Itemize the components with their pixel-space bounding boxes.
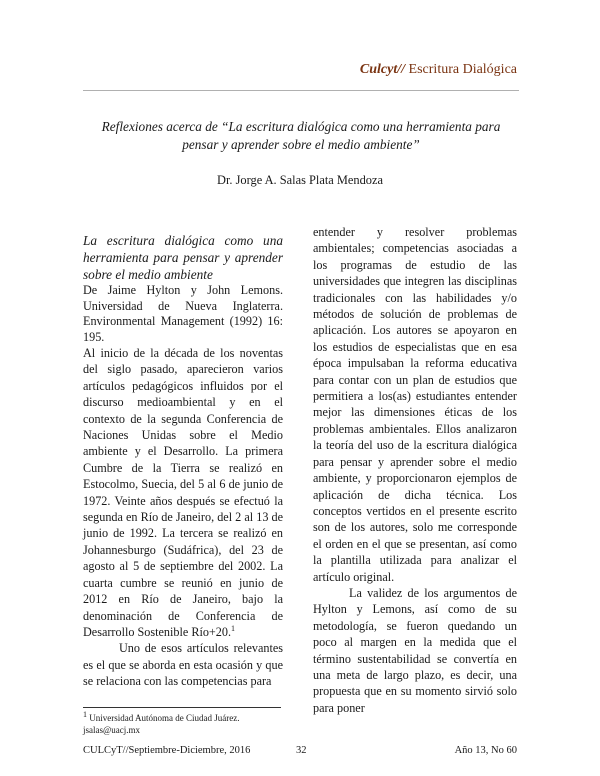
footnote-email: jsalas@uacj.mx: [83, 725, 141, 735]
reference-citation: De Jaime Hylton y John Lemons. Universidad de Nueva Inglaterra. Environmental Management (1992) 16: 195.: [83, 283, 283, 344]
right-column: [313, 224, 517, 716]
paragraph: Uno de esos artículos relevantes es el que se aborda en esta ocasión y que se relaciona con las competencias para: [83, 641, 283, 689]
footnote: [83, 712, 239, 736]
journal-brand: Culcyt//: [359, 62, 406, 77]
footer-volume: Año 13, No 60: [454, 745, 517, 756]
running-header: [360, 62, 517, 78]
page-number: 32: [296, 745, 307, 756]
footnote-rule: [83, 707, 281, 708]
paragraph-text: Al inicio de la década de los noventas del siglo pasado, aparecieron varios artículos pedagógicos influidos por el discurso medioambiental y en el contexto de la segunda Conferencia de Naciones Unidas sobre el Medio ambiente y el Desarrollo. La primera Cumbre de la Tierra se realizó en Estocolmo, Suecia, del 5 al 6 de junio de 1972. Veinte años después se efectuó la segunda en Río de Janeiro, del 2 al 13 de junio de 1992. La tercera se realizó en Johannesburgo (Sudáfrica), del 23 de agosto al 5 de septiembre del 2002. La cuarta cumbre se reunió en junio de 2012 en Río de Janeiro, bajo la denominación de Conferencia de Desarrollo Sostenible Río+20.: [83, 346, 283, 639]
footnote-marker: 1: [231, 623, 236, 633]
paragraph: La validez de los argumentos de Hylton y Lemons, así como de su metodología, se fueron quedando un poco al margen en la medida que el término sustentabilidad se convertía en una meta de largo plazo, es decir, una propuesta que en su momento sirvió solo para poner: [313, 585, 517, 715]
section-name: Escritura Dialógica: [408, 62, 517, 77]
footnote-number: 1: [83, 710, 87, 719]
header-rule: [83, 90, 519, 91]
footer-journal-issue: CULCyT//Septiembre-Diciembre, 2016: [83, 745, 251, 756]
paragraph: [83, 345, 283, 640]
article-author: Dr. Jorge A. Salas Plata Mendoza: [217, 173, 383, 187]
left-column: [83, 232, 283, 690]
reviewed-article-title: La escritura dialógica como una herramienta para pensar y aprender sobre el medio ambiente: [83, 233, 283, 282]
paragraph: entender y resolver problemas ambientales; competencias asociadas a los programas de estudio de las universidades que integren las disciplinas tradicionales con las habilidades y/o métodos de solución de problemas de aplicación. Los autores se apoyaron en los estudios de especialistas que en esa época impulsaban la reforma educativa para contar con un plan de estudios que permitiera a los(as) estudiantes entender mejor las dimensiones éticas de los problemas ambientales. Ellos analizaron la teoría del uso de la escritura dialógica para pensar y aprender sobre el medio ambiente, y proporcionaron ejemplos de aplicación de dicha técnica. Los conceptos vertidos en el presente escrito son de los autores, solo me corresponde el orden en el que se presentan, así como la plantilla utilizada para analizar el artículo original.: [313, 225, 517, 584]
footnote-affiliation: Universidad Autónoma de Ciudad Juárez.: [89, 713, 240, 723]
article-title: Reflexiones acerca de “La escritura dialógica como una herramienta para pensar y aprender sobre el medio ambiente”: [101, 119, 501, 152]
